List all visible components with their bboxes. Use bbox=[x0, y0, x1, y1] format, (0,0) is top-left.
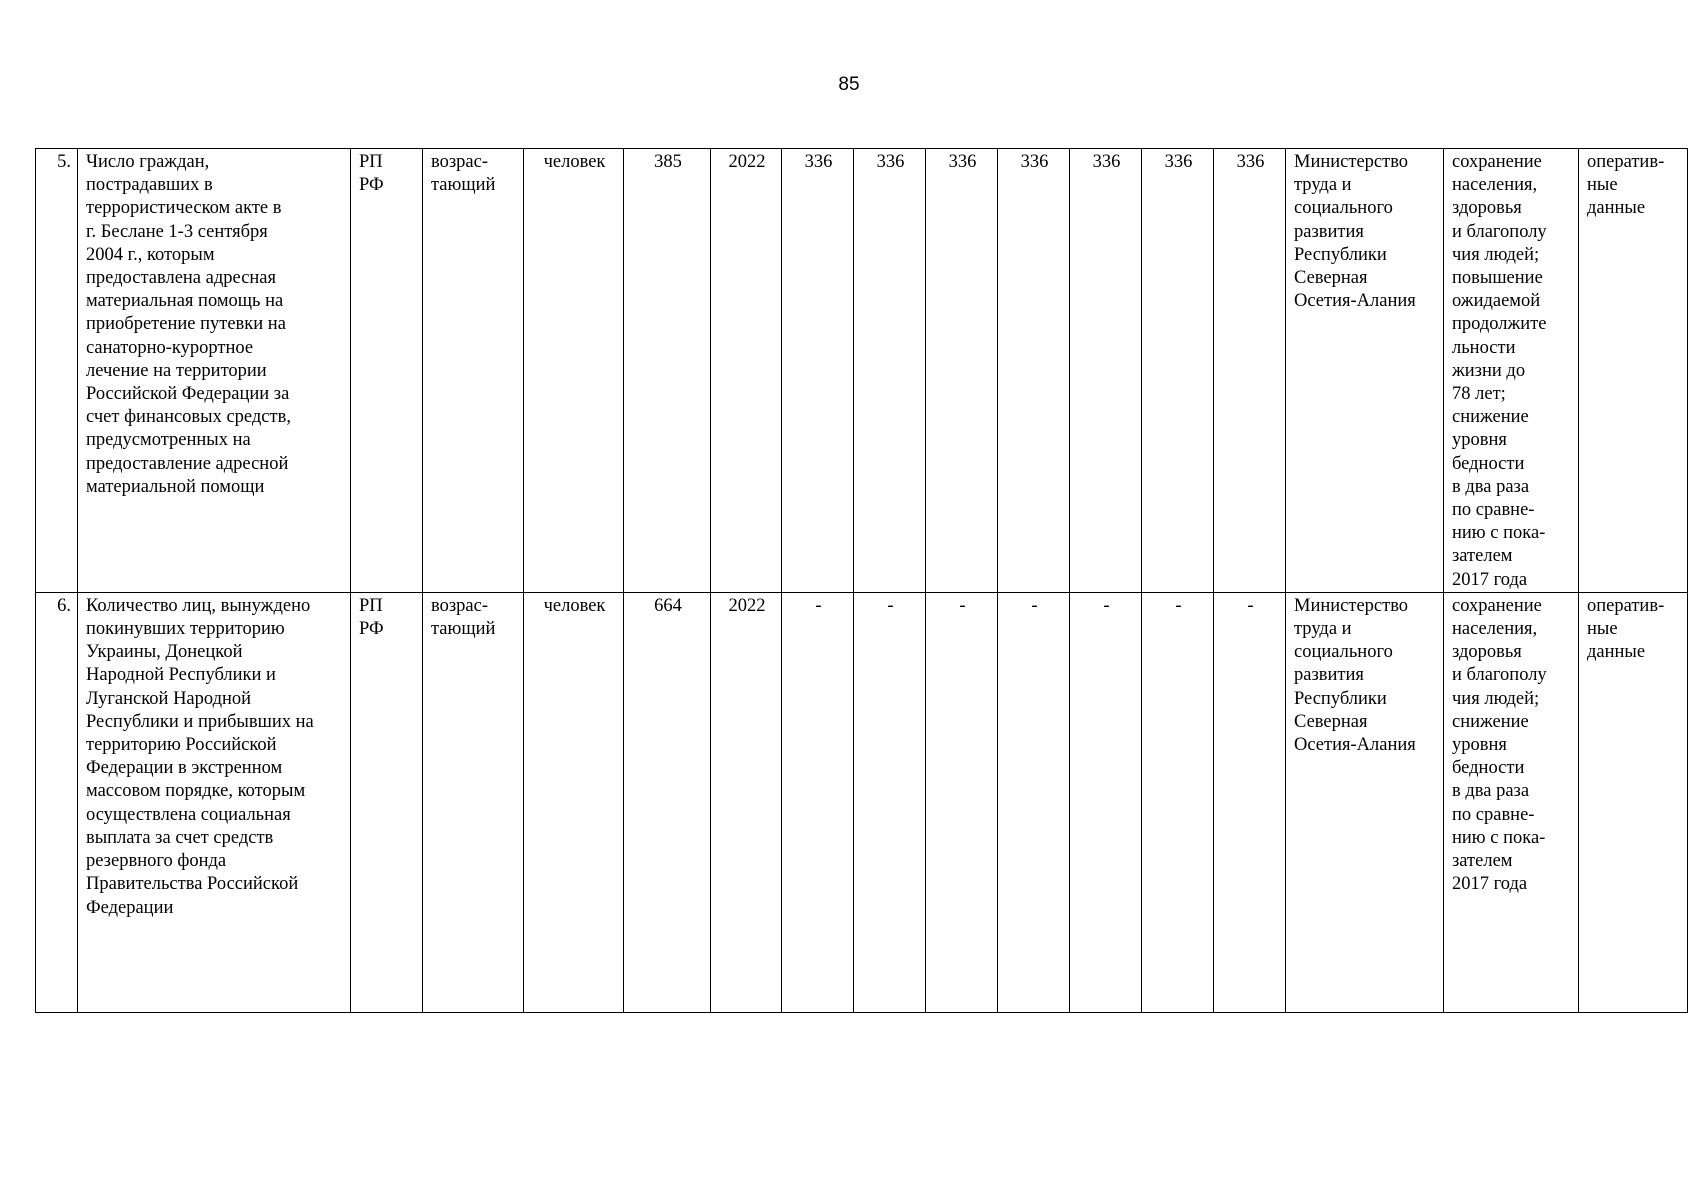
indicator-name: Количество лиц, вынуждено покинувших территорию Украины, Донецкой Народной Республики и Луганской Народной Республики и прибывших на территорию Российской Федерации в экстренном массовом порядке, которым осуществлена социальная выплата за счет средств резервного фонда Правительства Российской Федерации bbox=[78, 592, 351, 1012]
base-value: 385 bbox=[624, 149, 711, 593]
data-source: оператив- ные данные bbox=[1579, 149, 1688, 593]
responsible-body: Министерство труда и социального развития Республики Северная Осетия-Алания bbox=[1286, 592, 1444, 1012]
indicators-table bbox=[35, 148, 1688, 1013]
base-value: 664 bbox=[624, 592, 711, 1012]
table-row bbox=[36, 592, 1688, 1012]
responsible-body: Министерство труда и социального развития Республики Северная Осетия-Алания bbox=[1286, 149, 1444, 593]
year-value: - bbox=[1142, 592, 1214, 1012]
indicator-level: РП РФ bbox=[351, 149, 423, 593]
indicator-trend: возрас- тающий bbox=[423, 149, 524, 593]
year-value: - bbox=[854, 592, 926, 1012]
year-value: - bbox=[782, 592, 854, 1012]
row-number: 6. bbox=[36, 592, 78, 1012]
page-number: 85 bbox=[838, 74, 860, 95]
national-goal: сохранение населения, здоровья и благополу чия людей; повышение ожидаемой продолжите льности жизни до 78 лет; снижение уровня бедности в два раза по сравне- нию с пока- зателем 2017 года bbox=[1444, 149, 1579, 593]
year-value: 336 bbox=[1142, 149, 1214, 593]
year-value: 336 bbox=[782, 149, 854, 593]
year-value: - bbox=[1070, 592, 1142, 1012]
row-number: 5. bbox=[36, 149, 78, 593]
base-year: 2022 bbox=[711, 149, 782, 593]
table-row bbox=[36, 149, 1688, 593]
year-value: 336 bbox=[998, 149, 1070, 593]
indicator-level: РП РФ bbox=[351, 592, 423, 1012]
base-year: 2022 bbox=[711, 592, 782, 1012]
year-value: 336 bbox=[1070, 149, 1142, 593]
year-value: 336 bbox=[1214, 149, 1286, 593]
unit: человек bbox=[524, 149, 624, 593]
year-value: - bbox=[998, 592, 1070, 1012]
year-value: - bbox=[1214, 592, 1286, 1012]
year-value: 336 bbox=[926, 149, 998, 593]
year-value: 336 bbox=[854, 149, 926, 593]
indicator-trend: возрас- тающий bbox=[423, 592, 524, 1012]
indicator-name: Число граждан, пострадавших в террористическом акте в г. Беслане 1-3 сентября 2004 г., которым предоставлена адресная материальная помощь на приобретение путевки на санаторно-курортное лечение на территории Российской Федерации за счет финансовых средств, предусмотренных на предоставление адресной материальной помощи bbox=[78, 149, 351, 593]
unit: человек bbox=[524, 592, 624, 1012]
data-source: оператив- ные данные bbox=[1579, 592, 1688, 1012]
national-goal: сохранение населения, здоровья и благополу чия людей; снижение уровня бедности в два раза по сравне- нию с пока- зателем 2017 года bbox=[1444, 592, 1579, 1012]
year-value: - bbox=[926, 592, 998, 1012]
